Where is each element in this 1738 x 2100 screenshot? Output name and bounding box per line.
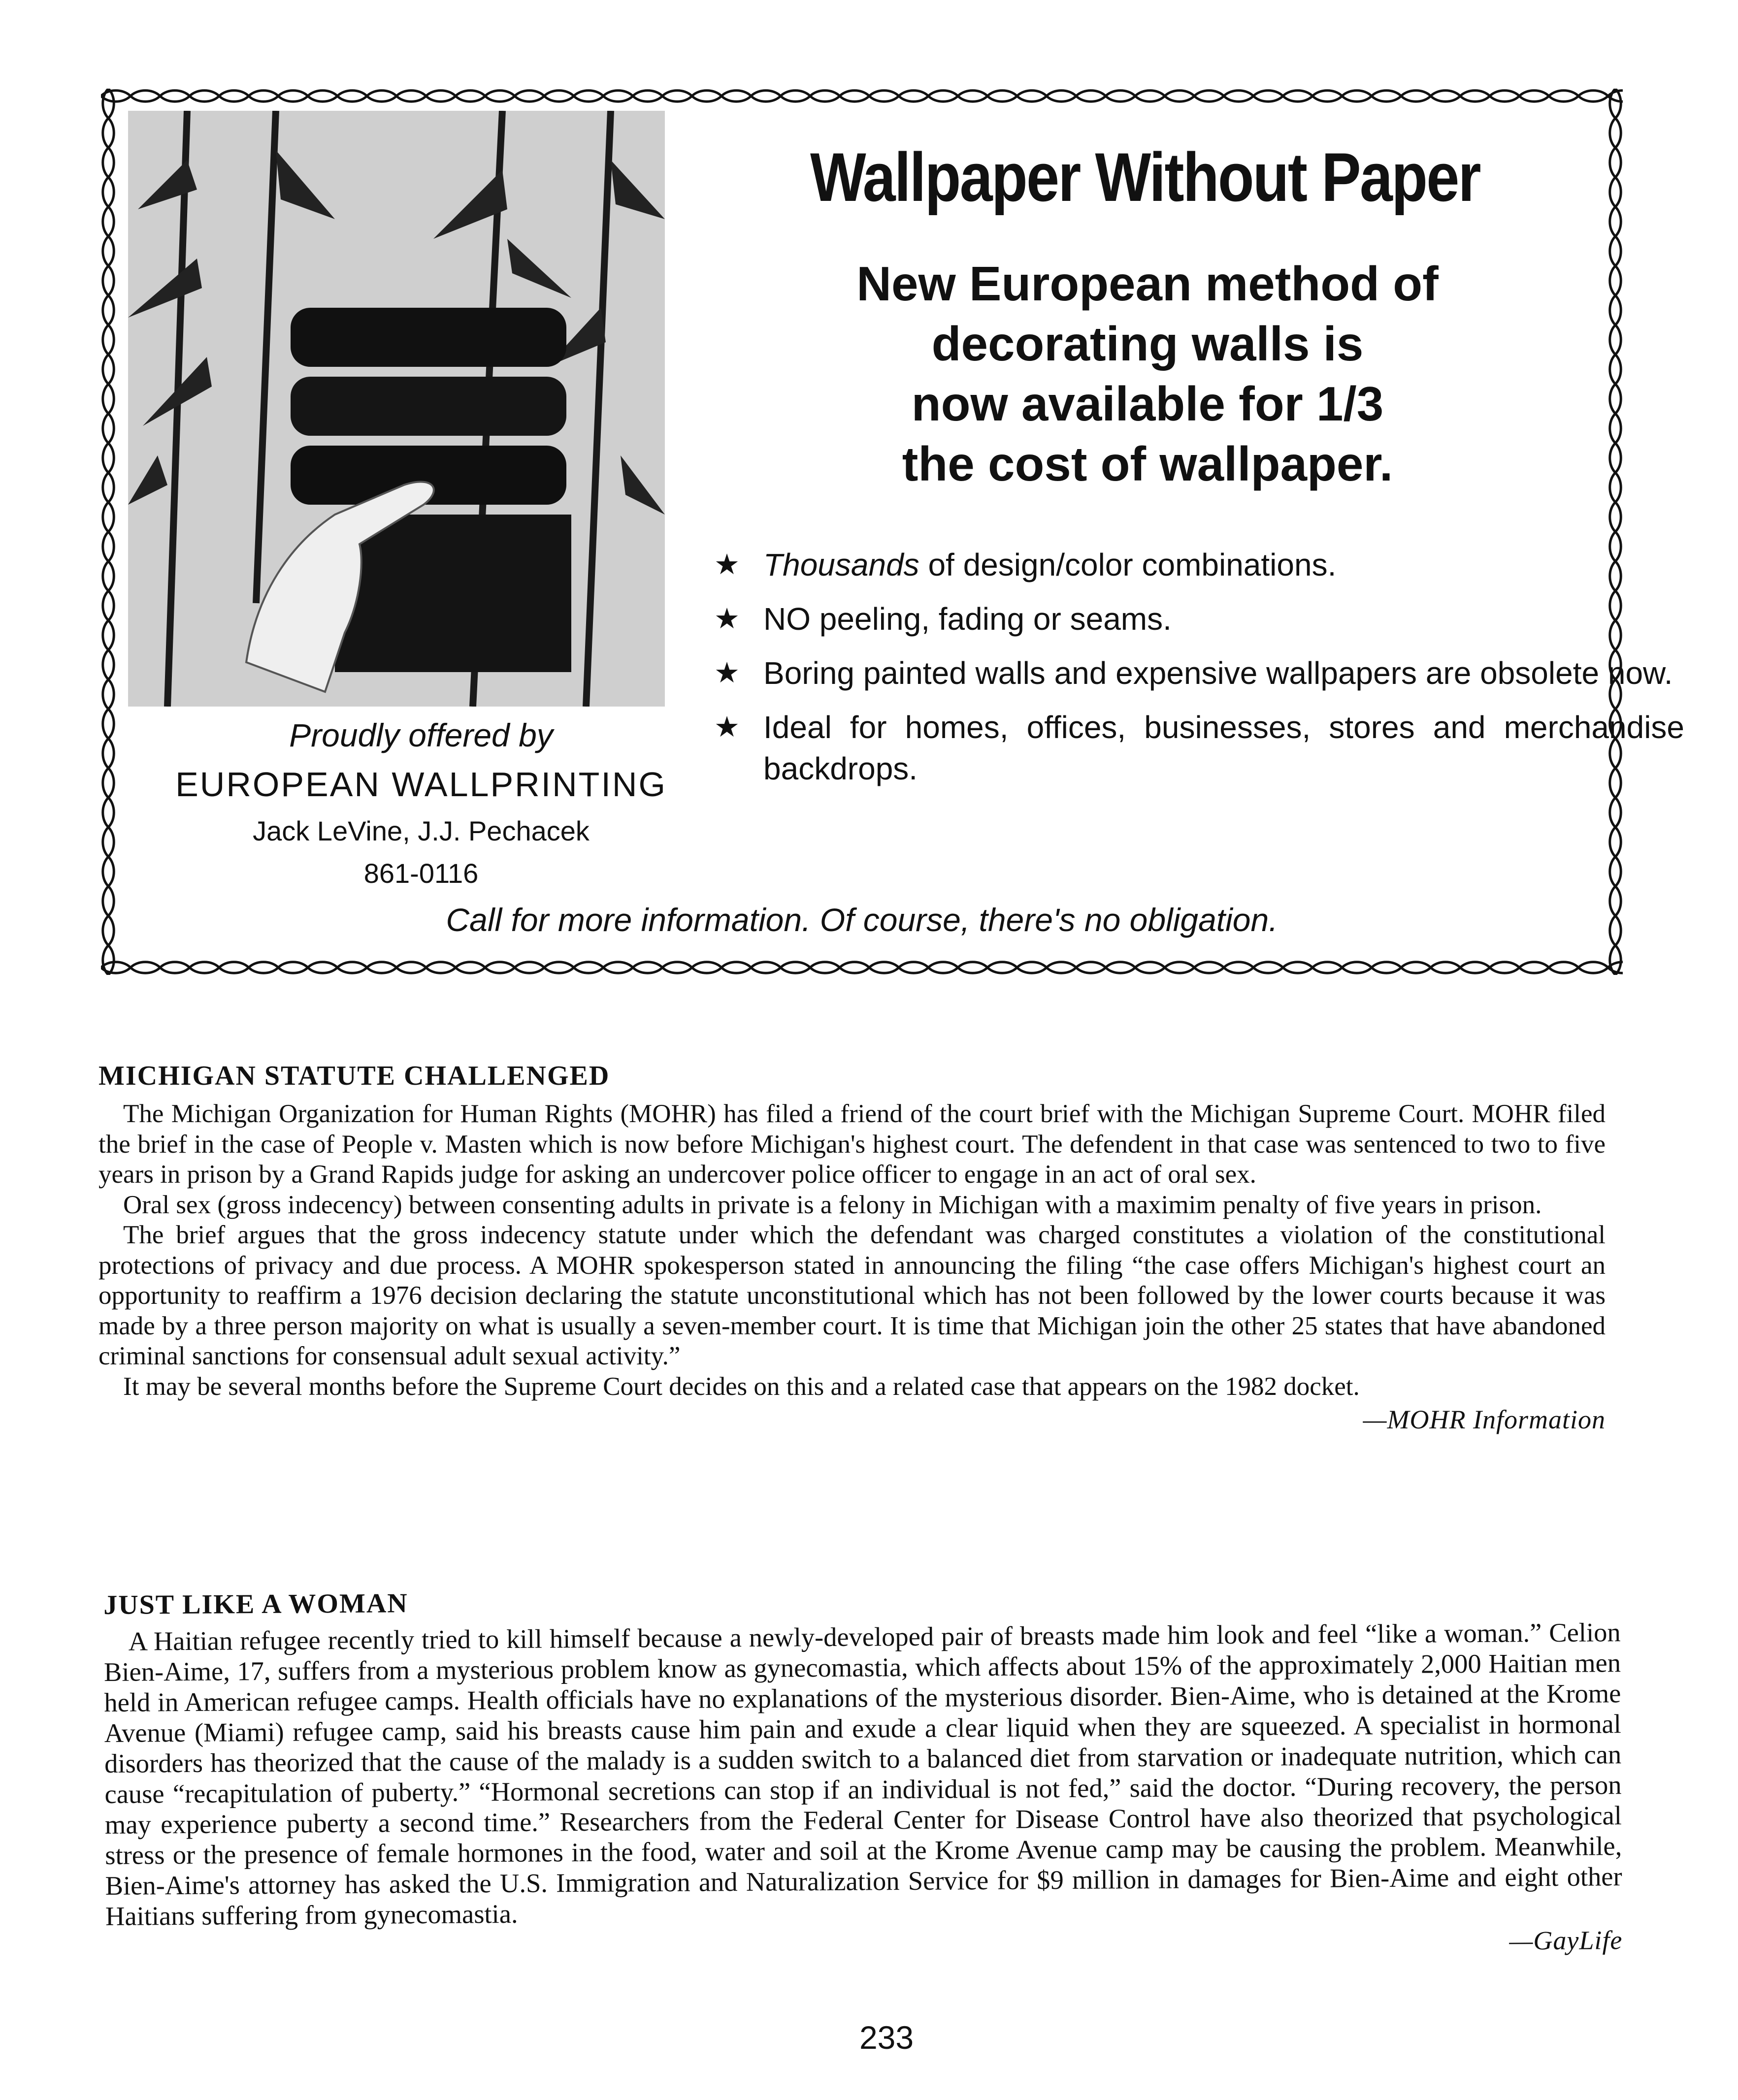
article-paragraph: The brief argues that the gross indecency statute under which the defendant was charged constitutes a violation of the constitutional protections of privacy and due process. A MOHR spokesperson stated in announcing the filing “the case offers Michigan's highest court an opportunity to reaffirm a 1976 decision declaring the statute unconstitutional which has not been followed by the lower courts because it was made by a three person majority on what is usually a seven-member court. It is time that Michigan join the other 25 states that have abandoned criminal sanctions for consensual adult sexual activity.” [98,1221,1606,1370]
roller-photo-illustration [128,111,665,707]
ad-offer-block [140,711,702,895]
wallpaper-roller-photo [128,111,665,707]
ad-feature-item [709,652,1684,694]
article-title: MICHIGAN STATUTE CHALLENGED [98,1061,610,1091]
subheadline-line: the cost of wallpaper. [902,437,1393,491]
ad-call-to-action: Call for more information. Of course, there's no obligation. [446,902,1278,938]
offer-names: Jack LeVine, J.J. Pechacek [253,815,590,846]
ad-feature-item [709,544,1684,585]
star-icon: ★ [714,549,740,581]
article-paragraph: It may be several months before the Supreme Court decides on this and a related case that appears on the 1982 docket. [123,1372,1360,1401]
article-source: —MOHR Information [1363,1405,1606,1434]
article-paragraph: A Haitian refugee recently tried to kill himself because a newly-developed pair of breasts made him look and feel “like a woman.” Celion Bien-Aime, 17, suffers from a mysterious problem know as gynecomastia, which affects about 15% of the approximately 2,000 Haitian men held in American refugee camps. Health officials have no explanations of the mysterious disorder. Bien-Aime, who is detained at the Krome Avenue (Miami) refugee camp, said his breasts cause him pain and exude a clear liquid when they are squeezed. A specialist in hormonal disorders has theorized that the cause of the malady is a sudden switch to a balanced diet from starvation or inadequate nutrition, which can cause “recapitulation of puberty.” “Hormonal secretions can stop if an individual is not fed,” said the doctor. “During recovery, the person may experience puberty a second time.” Researchers from the Federal Center for Disease Control have also theorized that psychological stress or the presence of female hormones in the food, water and soil at the Krome Avenue camp may be causing the problem. Meanwhile, Bien-Aime's attorney has asked the U.S. Immigration and Naturalization Service for $9 million in damages for Bien-Aime and eight other Haitians suffering from gynecomastia. [103,1617,1622,1931]
subheadline-line: now available for 1/3 [911,377,1384,431]
ad-feature-item [709,598,1684,640]
ad-feature-text: NO peeling, fading or seams. [763,601,1172,637]
offer-company: EUROPEAN WALLPRINTING [175,765,667,804]
article-just-like-a-woman [103,1579,1623,1967]
article-michigan-statute [98,1059,1606,1437]
article-paragraph: The Michigan Organization for Human Rights (MOHR) has filed a friend of the court brief with the Michigan Supreme Court. MOHR filed the brief in the case of People v. Masten which is now before Michigan's highest court. The defendent in that case was sentenced to two to five years in prison by a Grand Rapids judge for asking an undercover police officer to engage in an act of oral sex. [98,1099,1606,1189]
ad-feature-item [709,707,1684,789]
ad-feature-list [709,544,1684,802]
offer-tagline: Proudly offered by [289,717,553,753]
star-icon: ★ [714,603,740,635]
ad-feature-text: of design/color combinations. [919,547,1337,582]
article-source: —GayLife [1509,1925,1623,1956]
ad-feature-text: Ideal for homes, offices, businesses, stores and merchandise backdrops. [763,710,1684,786]
wallpaper-advertisement [101,89,1684,975]
ad-feature-text: Boring painted walls and expensive wallpapers are obsolete now. [763,655,1673,691]
offer-phone: 861-0116 [363,858,479,889]
star-icon: ★ [714,657,740,689]
star-icon: ★ [714,711,740,743]
article-title: JUST LIKE A WOMAN [103,1588,408,1620]
subheadline-line: decorating walls is [931,317,1364,371]
article-paragraph: Oral sex (gross indecency) between consenting adults in private is a felony in Michigan with a maximim penalty of five years in prison. [123,1190,1542,1219]
page-number: 233 [859,2019,914,2056]
subheadline-line: New European method of [856,257,1439,311]
ad-feature-emphasis: Thousands [763,547,919,582]
ad-headline: Wallpaper Without Paper [810,138,1480,216]
ad-subheadline [761,254,1534,494]
